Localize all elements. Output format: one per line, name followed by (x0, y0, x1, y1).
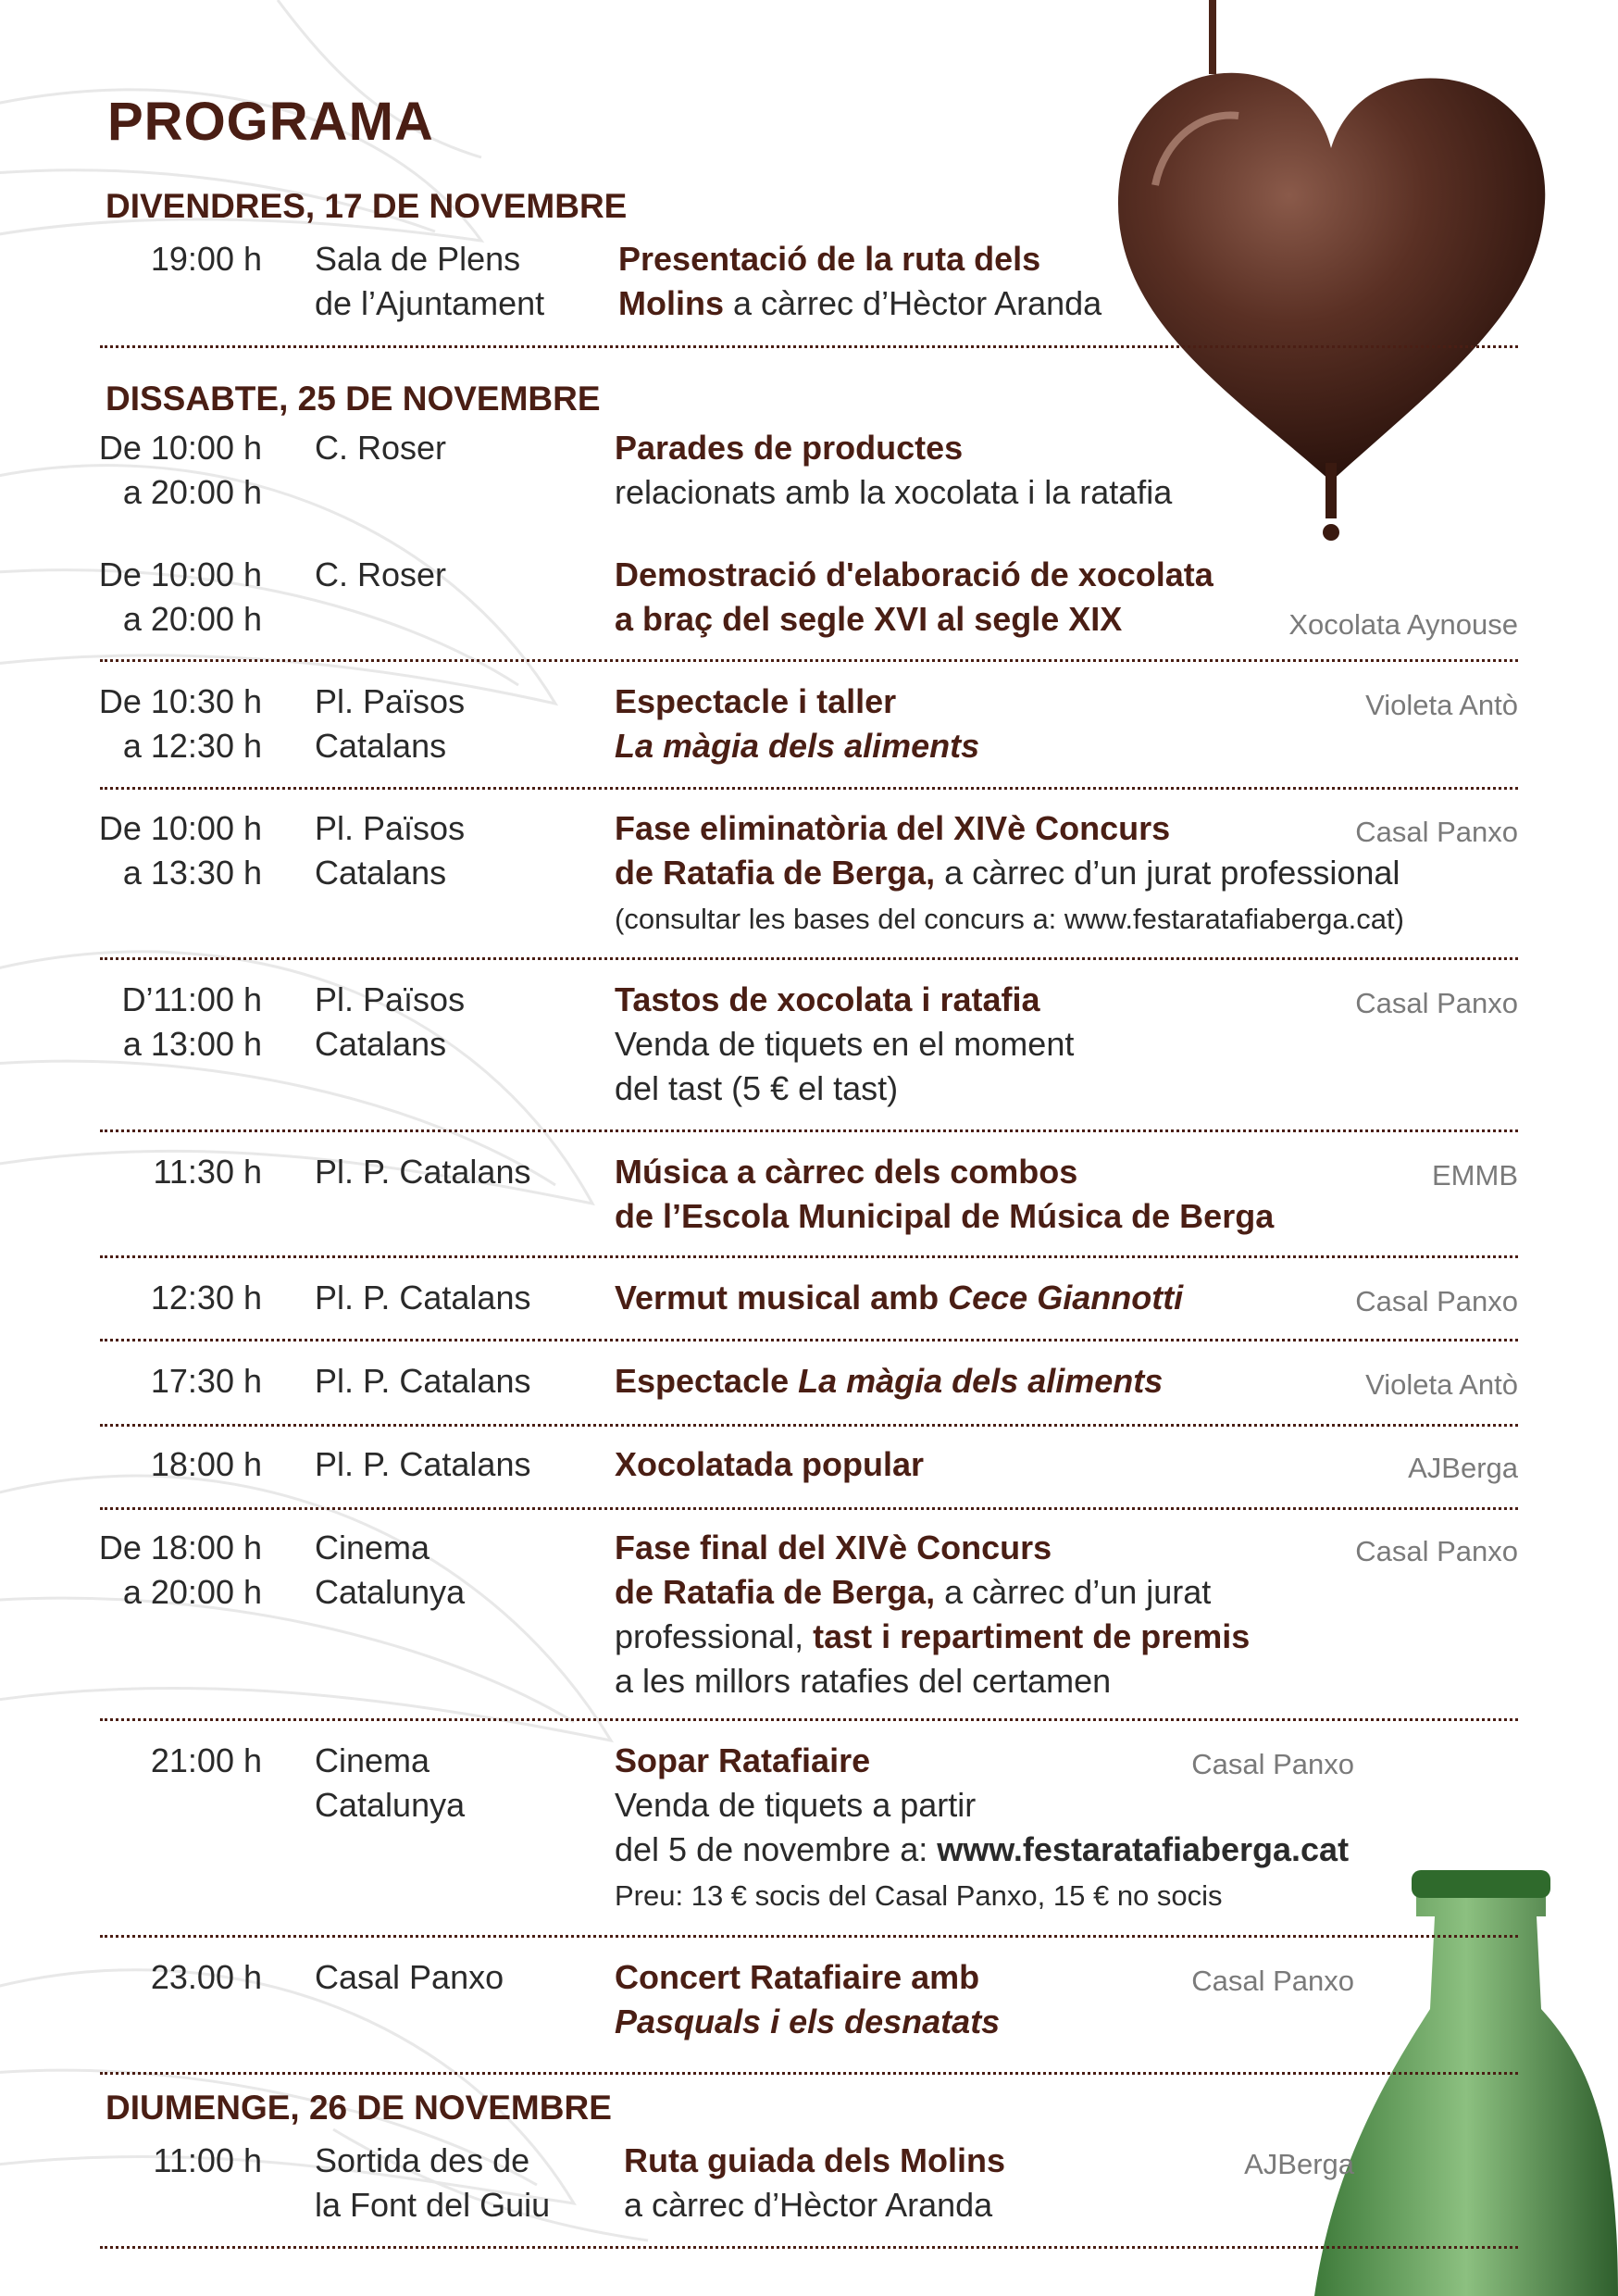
event-time: De 10:30 h a 12:30 h (98, 682, 262, 765)
event-detail-cont: professional, (615, 1617, 814, 1655)
event-time: 23.00 h (150, 1958, 262, 1996)
divider (100, 1718, 1518, 1721)
event-organizer: Xocolata Aynouse (1288, 608, 1518, 641)
divider (100, 1507, 1518, 1510)
divider (100, 1255, 1518, 1258)
divider (100, 1339, 1518, 1341)
event-time: 11:00 h (153, 2141, 262, 2179)
divider (100, 1935, 1518, 1938)
event-title: Vermut musical amb (615, 1279, 949, 1316)
event-detail: relacionats amb la xocolata i la ratafia (615, 473, 1173, 511)
divider (100, 345, 1518, 348)
event-detail: Venda de tiquets en el moment (615, 1025, 1075, 1063)
divider (100, 2246, 1518, 2249)
event-description (615, 1276, 1183, 1320)
event-time: D’11:00 h a 13:00 h (121, 980, 262, 1063)
event-title: Presentació de la ruta dels (618, 240, 1041, 278)
event-title: Música a càrrec dels combos (615, 1153, 1078, 1191)
day-heading-saturday: DISSABTE, 25 DE NOVEMBRE (106, 380, 601, 418)
event-time: De 10:00 h a 20:00 h (98, 429, 262, 511)
event-detail: a càrrec d’Hèctor Aranda (624, 2186, 993, 2224)
event-place: Casal Panxo (315, 1958, 504, 1996)
event-place: Pl. Països Catalans (315, 809, 466, 892)
event-title: Fase final del XIVè Concurs (615, 1529, 1052, 1566)
event-organizer: Casal Panxo (1191, 1748, 1354, 1780)
divider (100, 1129, 1518, 1132)
event-title-italic: Pasquals i els desnatats (615, 2003, 1001, 2040)
event-time: 18:00 h (150, 1445, 262, 1483)
event-description (615, 978, 1074, 1111)
event-time: 19:00 h (150, 240, 262, 278)
event-title: Espectacle (615, 1362, 799, 1400)
event-title-cont: de l’Escola Municipal de Música de Berga (615, 1197, 1275, 1235)
event-detail-cont: del 5 de novembre a: (615, 1830, 938, 1868)
event-organizer: Violeta Antò (1365, 1368, 1518, 1401)
event-description (615, 806, 1404, 942)
event-time: De 10:00 h a 20:00 h (98, 555, 262, 638)
event-title: Espectacle i taller (615, 682, 897, 720)
page-title: PROGRAMA (107, 92, 434, 152)
day-heading-sunday: DIUMENGE, 26 DE NOVEMBRE (106, 2089, 612, 2127)
event-time: 12:30 h (150, 1279, 262, 1316)
event-detail: Venda de tiquets a partir (615, 1786, 977, 1824)
event-description (615, 1359, 1163, 1404)
event-title: Ruta guiada dels Molins (624, 2141, 1006, 2179)
event-detail: a càrrec d’un jurat professional (935, 854, 1400, 892)
event-title: Fase eliminatòria del XIVè Concurs (615, 809, 1171, 847)
event-description (615, 1526, 1250, 1703)
event-description (615, 1150, 1274, 1239)
event-note: Preu: 13 € socis del Casal Panxo, 15 € no socis (615, 1879, 1223, 1912)
event-organizer: AJBerga (1244, 2148, 1354, 2180)
event-place: Pl. Països Catalans (315, 682, 466, 765)
event-title: Tastos de xocolata i ratafia (615, 980, 1040, 1018)
event-organizer: Casal Panxo (1191, 1965, 1354, 1997)
event-title-italic: La màgia dels aliments (798, 1362, 1164, 1400)
event-title: Xocolatada popular (615, 1445, 925, 1483)
event-organizer: Casal Panxo (1355, 816, 1518, 848)
event-description (615, 680, 979, 768)
event-time: De 10:00 h a 13:30 h (98, 809, 262, 892)
event-title-italic: La màgia dels aliments (615, 727, 980, 765)
event-organizer: EMMB (1432, 1159, 1518, 1192)
event-place: Sortida des de la Font del Guiu (315, 2141, 551, 2224)
event-description (615, 426, 1172, 515)
event-title-italic: Cece Giannotti (948, 1279, 1184, 1316)
event-place: C. Roser (315, 555, 447, 593)
event-organizer: AJBerga (1408, 1452, 1518, 1484)
event-organizer: Violeta Antò (1365, 689, 1518, 721)
green-bottle-illustration (1314, 1861, 1618, 2296)
event-description (618, 237, 1101, 326)
event-time: 11:30 h (153, 1153, 262, 1191)
divider (100, 957, 1518, 960)
event-place: Pl. P. Catalans (315, 1153, 531, 1191)
event-detail: a càrrec d’Hèctor Aranda (724, 284, 1102, 322)
event-title: Concert Ratafiaire amb (615, 1958, 980, 1996)
divider (100, 1424, 1518, 1427)
event-place: C. Roser (315, 429, 447, 467)
event-title: Parades de productes (615, 429, 964, 467)
event-place: Pl. P. Catalans (315, 1279, 531, 1316)
event-description (615, 553, 1214, 642)
event-title: Sopar Ratafiaire (615, 1741, 871, 1779)
event-place: Cinema Catalunya (315, 1529, 466, 1611)
event-website-link[interactable]: www.festaratafiaberga.cat (937, 1830, 1350, 1868)
event-title: Demostració d'elaboració de xocolata (615, 555, 1214, 593)
event-detail: a càrrec d’un jurat (935, 1573, 1212, 1611)
event-place: Pl. P. Catalans (315, 1445, 531, 1483)
event-detail-end: a les millors ratafies del certamen (615, 1662, 1112, 1700)
event-detail-cont: del tast (5 € el tast) (615, 1069, 899, 1107)
divider (100, 2072, 1518, 2075)
event-place: Cinema Catalunya (315, 1741, 466, 1824)
event-highlight: tast i repartiment de premis (813, 1617, 1251, 1655)
event-place: Pl. Països Catalans (315, 980, 466, 1063)
event-description (615, 1442, 924, 1487)
event-title-cont: a braç del segle XVI al segle XIX (615, 600, 1123, 638)
event-time: De 18:00 h a 20:00 h (98, 1529, 262, 1611)
event-description (615, 1955, 1000, 2044)
event-title-cont: Molins (618, 284, 724, 322)
event-description (624, 2139, 1005, 2227)
event-time: 17:30 h (150, 1362, 262, 1400)
divider (100, 787, 1518, 790)
event-title-cont: de Ratafia de Berga, (615, 854, 936, 892)
divider (100, 659, 1518, 662)
event-organizer: Casal Panxo (1355, 987, 1518, 1019)
event-note: (consultar les bases del concurs a: www.festaratafiaberga.cat) (615, 903, 1404, 935)
event-title-cont: de Ratafia de Berga, (615, 1573, 936, 1611)
event-place: Pl. P. Catalans (315, 1362, 531, 1400)
event-place: Sala de Plens de l’Ajuntament (315, 240, 545, 322)
event-organizer: Casal Panxo (1355, 1535, 1518, 1567)
event-organizer: Casal Panxo (1355, 1285, 1518, 1317)
day-heading-friday: DIVENDRES, 17 DE NOVEMBRE (106, 187, 628, 225)
event-time: 21:00 h (150, 1741, 262, 1779)
